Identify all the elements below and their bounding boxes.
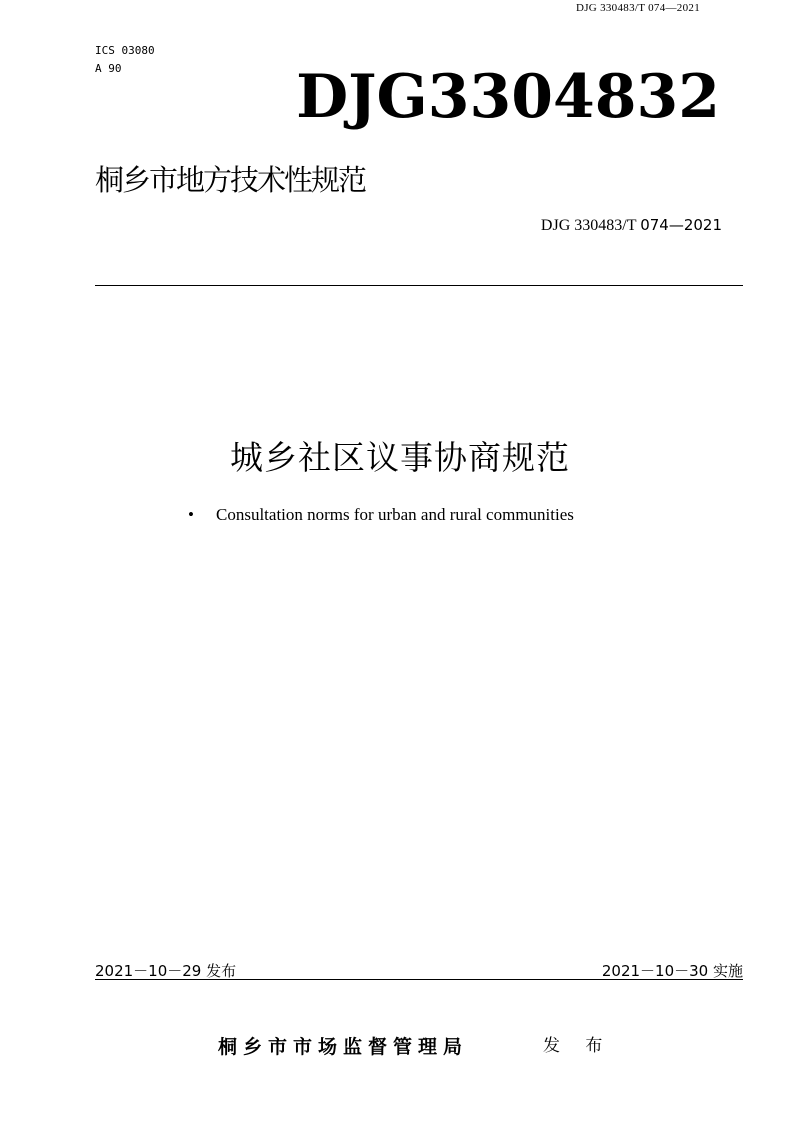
standard-number-suffix: 074—2021 — [640, 216, 722, 234]
document-title-english-line — [188, 505, 574, 525]
standard-number-prefix: DJG 330483/T — [540, 217, 637, 234]
publish-label: 发 布 — [543, 1036, 613, 1056]
issuer-type-title: 桐乡市地方技术性规范 — [95, 163, 366, 197]
header-divider — [95, 285, 743, 286]
ics-code: ICS 03080 — [95, 44, 155, 57]
ccs-code: A 90 — [95, 62, 122, 75]
running-header-code: DJG 330483/T 074—2021 — [575, 2, 700, 14]
classification-block — [95, 42, 155, 78]
standard-big-code: DJG3304832 — [296, 62, 720, 132]
document-title-chinese: 城乡社区议事协商规范 — [230, 438, 570, 477]
date-divider — [95, 979, 743, 980]
issue-date: 2021－10－29 发布 — [95, 962, 237, 980]
bullet-icon: • — [188, 505, 194, 524]
document-title-english: Consultation norms for urban and rural communities — [216, 505, 574, 524]
standard-number — [541, 216, 722, 235]
publisher-name: 桐乡市市场监督管理局 — [218, 1036, 469, 1058]
implementation-date: 2021－10－30 实施 — [601, 962, 743, 980]
